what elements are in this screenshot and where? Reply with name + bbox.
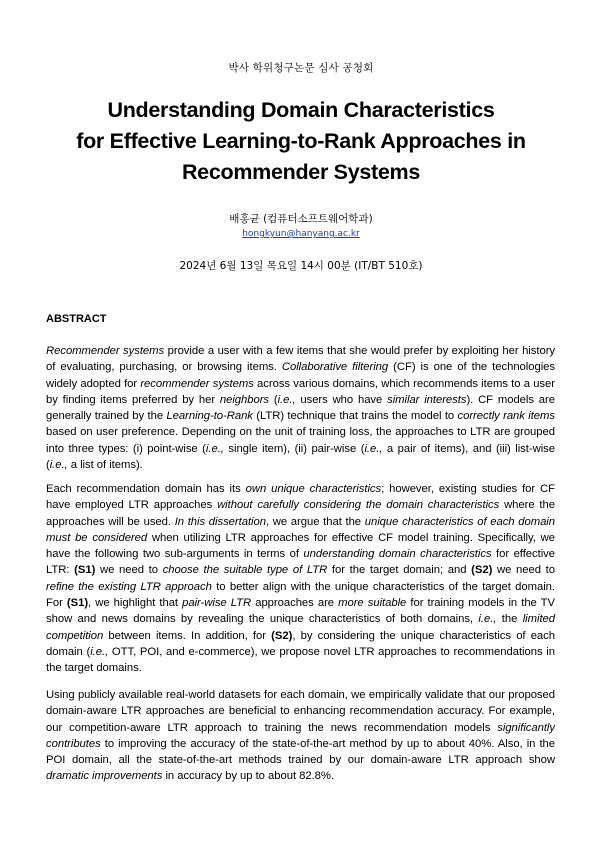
text-run: ). CF models are generally trained by the bbox=[46, 393, 555, 423]
emphasis-text: Learning-to-Rank bbox=[166, 410, 253, 423]
text-run: , we highlight that bbox=[88, 597, 183, 610]
dissertation-title bbox=[0, 95, 602, 188]
text-run: ; however, existing studies for CF have employed LTR approaches bbox=[46, 483, 555, 512]
text-run: , by considering the unique characteristics of each domain ( bbox=[46, 629, 555, 658]
text-run: we need to bbox=[492, 564, 555, 577]
emphasis-text: In this dissertation bbox=[174, 515, 266, 528]
emphasis-text: i.e., bbox=[277, 393, 296, 406]
author-name: 배홍균 (컴퓨터소프트웨어학과) bbox=[229, 213, 373, 225]
emphasis-text: limited competition bbox=[46, 613, 555, 642]
text-run: Using publicly available real-world datasets for each domain, we empirically validate that our proposed domain-aware LTR approaches are beneficial to enhancing recommendation accuracy. For example, our competition-aware LTR approach to training the news recommendation models bbox=[46, 689, 555, 734]
text-run: where the approaches will be used. bbox=[46, 499, 555, 528]
bold-label: (S2) bbox=[471, 564, 493, 577]
event-label: 박사 학위청구논문 심사 공청회 bbox=[228, 62, 374, 74]
text-run: a list of items). bbox=[67, 459, 143, 472]
emphasis-text: Collaborative filtering bbox=[281, 361, 389, 374]
title-line-1: Understanding Domain Characteristics bbox=[107, 98, 495, 122]
text-run: a pair of items), and (iii) list-wise ( bbox=[46, 442, 555, 472]
emphasis-text: Recommender systems bbox=[46, 345, 165, 357]
text-run: to better align with the unique characteristics of the target domain. For bbox=[46, 580, 555, 610]
emphasis-text: i.e., bbox=[364, 442, 383, 455]
emphasis-text: recommender systems bbox=[140, 377, 254, 390]
emphasis-text: without carefully considering the domain characteristics bbox=[217, 499, 500, 512]
emphasis-text: significantly contributes bbox=[46, 721, 555, 750]
emphasis-text: dramatic improvements bbox=[46, 770, 163, 783]
bold-label: (S1) bbox=[74, 564, 96, 577]
text-run: for the target domain; and bbox=[327, 564, 472, 577]
bold-label: (S1) bbox=[66, 597, 89, 610]
emphasis-text: refine the existing LTR approach bbox=[46, 580, 212, 593]
author-email-link[interactable]: hongkyun@hanyang.ac.kr bbox=[242, 229, 360, 239]
text-run: we need to bbox=[95, 564, 163, 577]
text-run: OTT, POI, and e-commerce), we propose novel LTR approaches to recommendations in the target domains. bbox=[46, 645, 555, 675]
title-line-3: Recommender Systems bbox=[181, 160, 421, 184]
emphasis-text: unique characteristics of each domain must be considered bbox=[46, 515, 555, 544]
text-run: ( bbox=[269, 393, 278, 406]
text-run: to improving the accuracy of the state-of-the-art method by up to about 40%. Also, in the POI domain, all the state-of-the-art methods trained by our domain-aware LTR approach show bbox=[46, 737, 555, 767]
text-run: provide a user with a few items that she would prefer by exploiting her history of evaluating, purchasing, or browsing items. bbox=[46, 345, 556, 374]
title-line-2: for Effective Learning-to-Rank Approaches in bbox=[76, 129, 526, 153]
text-run: between items. In addition, for bbox=[103, 629, 272, 642]
paragraph-text bbox=[46, 687, 555, 785]
emphasis-text: i.e., bbox=[205, 442, 224, 455]
text-run: in accuracy by up to about 82.8%. bbox=[162, 770, 334, 783]
text-run: when utilizing LTR approaches for effective CF model training. Specifically, we have the following two sub-arguments in terms of bbox=[46, 531, 555, 561]
emphasis-text: pair-wise LTR bbox=[182, 597, 252, 610]
emphasis-text: choose the suitable type of LTR bbox=[162, 564, 328, 577]
paragraph-text bbox=[46, 343, 555, 473]
abstract-paragraph-2 bbox=[46, 481, 555, 677]
text-run: for training models in the TV show and news domains by revealing the unique characteristics of both domains, bbox=[46, 597, 556, 626]
text-run: across various domains, which recommends items to a user by finding items preferred by her bbox=[46, 377, 555, 406]
text-run: based on user preference. Depending on the unit of training loss, the approaches to LTR are grouped into three types: (i) point-wise ( bbox=[46, 426, 555, 455]
text-run: (CF) is one of the technologies widely adopted for bbox=[46, 361, 556, 390]
text-run: users who have bbox=[295, 393, 388, 406]
abstract-heading: ABSTRACT bbox=[46, 313, 107, 325]
paragraph-text bbox=[46, 481, 555, 677]
text-run: , we argue that the bbox=[265, 515, 365, 528]
text-run: the bbox=[496, 613, 523, 626]
emphasis-text: i.e., bbox=[49, 459, 68, 472]
abstract-paragraph-3 bbox=[46, 687, 555, 785]
text-run: for effective LTR: bbox=[46, 548, 555, 577]
emphasis-text: i.e., bbox=[90, 645, 109, 658]
emphasis-text: correctly rank items bbox=[457, 410, 555, 423]
text-run: Each recommendation domain has its bbox=[46, 483, 246, 495]
emphasis-text: understanding domain characteristics bbox=[303, 548, 492, 561]
defense-datetime: 2024년 6월 13일 목요일 14시 00분 (IT/BT 510호) bbox=[179, 260, 423, 272]
author-email-wrapper bbox=[0, 229, 602, 239]
emphasis-text: more suitable bbox=[338, 597, 407, 610]
emphasis-text: i.e., bbox=[478, 613, 497, 626]
bold-label: (S2) bbox=[271, 629, 293, 642]
text-run: (LTR) technique that trains the model to bbox=[252, 410, 458, 423]
text-run: single item), (ii) pair-wise ( bbox=[223, 442, 365, 455]
abstract-paragraph-1 bbox=[46, 343, 555, 473]
emphasis-text: similar interests bbox=[387, 393, 467, 406]
text-run: approaches are bbox=[251, 597, 339, 610]
emphasis-text: neighbors bbox=[219, 393, 270, 406]
emphasis-text: own unique characteristics bbox=[245, 483, 382, 495]
